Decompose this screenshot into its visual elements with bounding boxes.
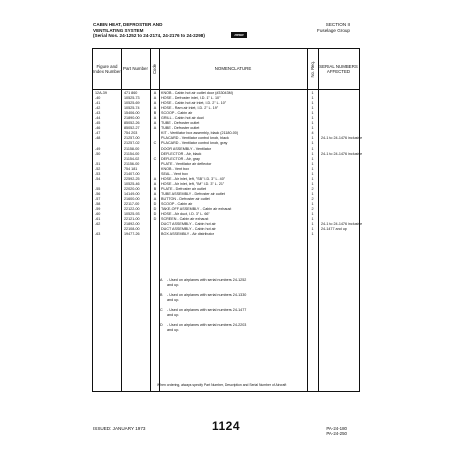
part-number-cell: 22592-25	[124, 176, 140, 181]
group-label: Fuselage Group	[317, 27, 350, 33]
quantity-cell: 1	[311, 166, 314, 171]
nomenclature-cell: DEFLECTOR - Air, black	[161, 151, 202, 156]
figure-index-cell: -41	[95, 101, 101, 106]
quantity-cell: 1	[311, 176, 314, 181]
page-number: 1124	[212, 419, 241, 433]
note-text: and up.	[167, 313, 180, 317]
nomenclature-cell: KIT - Ventilator box assembly, black (21180-00)	[161, 131, 239, 136]
table-body	[93, 91, 363, 237]
note-line	[160, 283, 246, 288]
code-cell: D	[153, 217, 157, 222]
nomenclature-cell: BUTTON - Defroster air outlet	[161, 196, 210, 201]
header-req-cell	[307, 49, 318, 89]
figure-index-cell: -45	[95, 121, 101, 126]
code-cell: A	[153, 181, 157, 186]
quantity-cell: 1	[311, 146, 314, 151]
nomenclature-cell: HOSE - Ram air inlet, I.D. 2" L. 19"	[161, 106, 219, 111]
nomenclature-cell: DEFLECTOR - Air, gray	[161, 156, 200, 161]
header-part-number: Part Number	[123, 66, 148, 72]
code-cell: D	[153, 212, 157, 217]
note-code: C	[160, 308, 163, 312]
figure-index-cell: -50	[95, 151, 101, 156]
code-cell: A	[153, 191, 157, 196]
part-number-cell: 19477-26	[124, 232, 140, 237]
code-cell: A	[153, 96, 157, 101]
code-notes	[160, 278, 246, 333]
table-header	[93, 49, 359, 90]
quantity-cell: 1	[311, 171, 314, 176]
note-line	[160, 298, 246, 303]
figure-index-cell: -51	[95, 161, 101, 166]
model-number: PA-24-180	[326, 426, 347, 431]
note-code: A	[160, 278, 163, 282]
nomenclature-cell: PLATE - Ventilator air deflector	[161, 161, 212, 166]
nomenclature-cell: PLACARD - Ventilator control knob, black	[161, 136, 229, 141]
part-number-cell: 10525-46	[124, 181, 140, 186]
nomenclature-cell: TUBE ASSEMBLY - Defroster air outlet	[161, 191, 225, 196]
code-cell: A	[153, 91, 157, 95]
part-number-cell: 471 860	[124, 91, 138, 95]
note-code: D	[160, 323, 163, 327]
model-numbers	[326, 426, 347, 436]
code-cell: C	[153, 156, 157, 161]
part-number-cell: 14149-00	[124, 191, 140, 196]
part-number-cell: 15406-00	[124, 111, 140, 116]
part-number-cell: 21890-00	[124, 116, 140, 121]
part-number-cell: 10525-73	[124, 96, 140, 101]
figure-index-cell: -42	[95, 106, 101, 111]
figure-index-cell: -57	[95, 196, 101, 201]
section-label: SECTION II	[325, 22, 350, 27]
part-number-cell: 21154-02	[124, 156, 140, 161]
part-number-cell: 22108-00	[124, 227, 140, 232]
serial-numbers-cell: 24-1 to 24-1476 inclusive	[321, 136, 363, 141]
quantity-cell: 2	[311, 196, 314, 201]
note-text: and up.	[167, 298, 180, 302]
figure-index-cell: -40	[95, 96, 101, 101]
code-cell: C	[153, 141, 157, 146]
code-cell: A	[153, 196, 157, 201]
figure-index-cell: -54	[95, 176, 101, 181]
part-number-cell: 21257-02	[124, 141, 140, 146]
figure-index-cell: -47	[95, 131, 101, 136]
quantity-cell: 1	[311, 217, 314, 222]
code-note	[160, 308, 246, 318]
nomenclature-cell: HOSE - Cabin hot air inlet, I.D. 2" L. 10"	[161, 101, 227, 106]
nomenclature-cell: HOSE - Defroster inlet, I.D. 1" L. 10"	[161, 96, 221, 101]
header-figure-index: Figure and Index Number	[93, 63, 121, 74]
nomenclature-cell: SCOOP - Cabin air	[161, 111, 193, 116]
title-line-1: CABIN HEAT, DEFROSTER AND	[93, 22, 163, 27]
part-number-cell: 22121-00	[124, 217, 140, 222]
code-note	[160, 293, 246, 303]
note-code: B	[160, 293, 163, 297]
document-title	[93, 22, 205, 39]
part-number-cell: 21600-00	[124, 196, 140, 201]
part-number-cell: 21257-00	[124, 136, 140, 141]
serial-numbers-cell: 24-1 to 24-1476 inclusive	[321, 151, 363, 156]
ordering-footnote: When ordering, always specify Part Number, Description and Serial Number of Aircraft	[157, 383, 287, 387]
nomenclature-cell: TAKE-OFF ASSEMBLY - Cabin air exhaust	[161, 207, 232, 212]
code-cell: B	[153, 186, 157, 191]
code-cell: A	[153, 116, 157, 121]
part-number-cell: 754 181	[124, 166, 138, 171]
quantity-cell: 1	[311, 151, 314, 156]
quantity-cell: 1	[311, 212, 314, 217]
part-number-cell: 85052-27	[124, 126, 140, 131]
figure-index-cell: -61	[95, 217, 101, 222]
nomenclature-cell: SEAL - Vent box	[161, 171, 188, 176]
nomenclature-cell: GRILL - Cabin hot air duct	[161, 116, 204, 121]
quantity-cell: 1	[311, 106, 314, 111]
nomenclature-cell: HOSE - Air inlet, left, "SB" I.D. 3" L. 40"	[161, 176, 226, 181]
nomenclature-cell: PLACARD - Ventilator control knob, gray	[161, 141, 228, 146]
header-code: Code	[151, 63, 157, 74]
quantity-cell: 1	[311, 181, 314, 186]
part-number-cell: 85052-26	[124, 121, 140, 126]
figure-index-cell: -43	[95, 111, 101, 116]
nomenclature-cell: HOSE - Air inlet, left, "IM" I.D. 3" L. 21"	[161, 181, 225, 186]
nomenclature-cell: DUCT ASSEMBLY - Cabin hot air	[161, 222, 216, 227]
part-number-cell: 21158-00	[124, 146, 140, 151]
note-text: - Used on airplanes with serial numbers 24-1330	[167, 293, 247, 297]
figure-index-cell: -52	[95, 166, 101, 171]
part-number-cell: 10525-74	[124, 106, 140, 111]
figure-index-cell: -56	[95, 191, 101, 196]
figure-index-cell: -48	[95, 136, 101, 141]
figure-index-cell: -44	[95, 116, 101, 121]
nomenclature-cell: KNOB - Vent box	[161, 166, 190, 171]
nomenclature-cell: HOSE - Air duct, I.D. 3" L. 66"	[161, 212, 210, 217]
table-row	[93, 232, 359, 237]
quantity-cell: 1	[311, 202, 314, 207]
code-cell: B	[153, 111, 157, 116]
quantity-cell: 1	[311, 161, 314, 166]
figure-index-cell: -60	[95, 212, 101, 217]
note-line	[160, 313, 246, 318]
nomenclature-cell: TUBE - Defroster outlet	[161, 121, 200, 126]
part-number-cell: 22020-00	[124, 186, 140, 191]
note-text: - Used on airplanes with serial numbers 24-1252	[167, 278, 247, 282]
header-nomenclature: NOMENCLATURE	[214, 66, 252, 72]
quantity-cell: 1	[311, 222, 314, 227]
note-line	[160, 328, 246, 333]
nomenclature-cell: KNOB - Cabin hot air outlet door (#33043M)	[161, 91, 233, 95]
part-number-cell: 10525-93	[124, 212, 140, 217]
part-number-cell: 21154-00	[124, 151, 140, 156]
quantity-cell: 1	[311, 101, 314, 106]
quantity-cell: 1	[311, 111, 314, 116]
nomenclature-cell: PLATE - Defroster air outlet	[161, 186, 207, 191]
quantity-cell: 2	[311, 207, 314, 212]
figure-index-cell: -55	[95, 186, 101, 191]
title-line-2: VENTILATING SYSTEM	[93, 27, 144, 33]
quantity-cell: 1	[311, 126, 314, 131]
quantity-cell: 1	[311, 96, 314, 101]
nomenclature-cell: SCOOP - Cabin air	[161, 202, 193, 207]
part-number-cell: 22122-00	[124, 207, 140, 212]
code-note	[160, 278, 246, 288]
nomenclature-cell: BOX ASSEMBLY - Air distributor	[161, 232, 214, 237]
figure-index-cell: -49	[95, 146, 101, 151]
quantity-cell: 1	[311, 141, 314, 146]
issued-date: ISSUED: JANUARY 1973	[93, 426, 146, 431]
part-number-cell: 21407-00	[124, 171, 140, 176]
quantity-cell: 1	[311, 121, 314, 126]
code-note	[160, 323, 246, 333]
part-number-cell: 10525-69	[124, 101, 140, 106]
title-line-3: (Serial Nos. 24-1252 to 24-2174, 24-2176 to 24-2298)	[93, 33, 205, 39]
code-cell: A	[153, 106, 157, 111]
note-text: - Used on airplanes with serial numbers 24-2203	[167, 323, 247, 327]
figure-index-cell: 12A-39	[95, 91, 107, 95]
code-cell: D	[153, 207, 157, 212]
figure-index-cell: -53	[95, 171, 101, 176]
nomenclature-cell: DUCT ASSEMBLY - Cabin hot air	[161, 227, 216, 232]
code-cell: A	[153, 101, 157, 106]
quantity-cell: 1	[311, 136, 314, 141]
nomenclature-cell: SCREEN - Cabin air exhaust	[161, 217, 209, 222]
quantity-cell: 1	[311, 227, 314, 232]
figure-index-cell: -46	[95, 126, 101, 131]
quantity-cell: 1	[311, 191, 314, 196]
header-no-req: No. Req.	[309, 60, 315, 78]
model-number: PA-24-250	[326, 431, 347, 436]
quantity-cell: 1	[311, 232, 314, 237]
figure-index-cell: -62	[95, 222, 101, 227]
code-cell: D	[153, 202, 157, 207]
header-code-cell	[150, 49, 159, 89]
note-text: and up.	[167, 283, 180, 287]
parts-table	[92, 48, 363, 392]
piper-logo: PIPER	[231, 32, 247, 38]
figure-index-cell: -58	[95, 202, 101, 207]
nomenclature-cell: TUBE - Defroster outlet	[161, 126, 200, 131]
part-number-cell: 21156-00	[124, 161, 140, 166]
part-number-cell: 754 203	[124, 131, 138, 136]
note-text: - Used on airplanes with serial numbers 24-1477	[167, 308, 247, 312]
section-heading	[317, 22, 350, 33]
note-text: and up.	[167, 328, 180, 332]
header-serial-numbers: SERIAL NUMBERS AFFECTED	[319, 63, 358, 74]
quantity-cell: 2	[311, 186, 314, 191]
code-cell: A	[153, 176, 157, 181]
code-cell: A	[153, 126, 157, 131]
figure-index-cell: -59	[95, 207, 101, 212]
part-number-cell: 21892-00	[124, 222, 140, 227]
figure-index-cell: -63	[95, 232, 101, 237]
code-cell: A	[153, 121, 157, 126]
quantity-cell: 1	[311, 116, 314, 121]
quantity-cell: 1	[311, 91, 314, 95]
quantity-cell: 4	[311, 131, 314, 136]
quantity-cell: 1	[311, 156, 314, 161]
serial-numbers-cell: 24-1 to 24-1476 inclusive	[321, 222, 363, 227]
part-number-cell: 22117-00	[124, 202, 140, 207]
serial-numbers-cell: 24-1477 and up	[321, 227, 347, 232]
nomenclature-cell: DOOR ASSEMBLY - Ventilator	[161, 146, 212, 151]
